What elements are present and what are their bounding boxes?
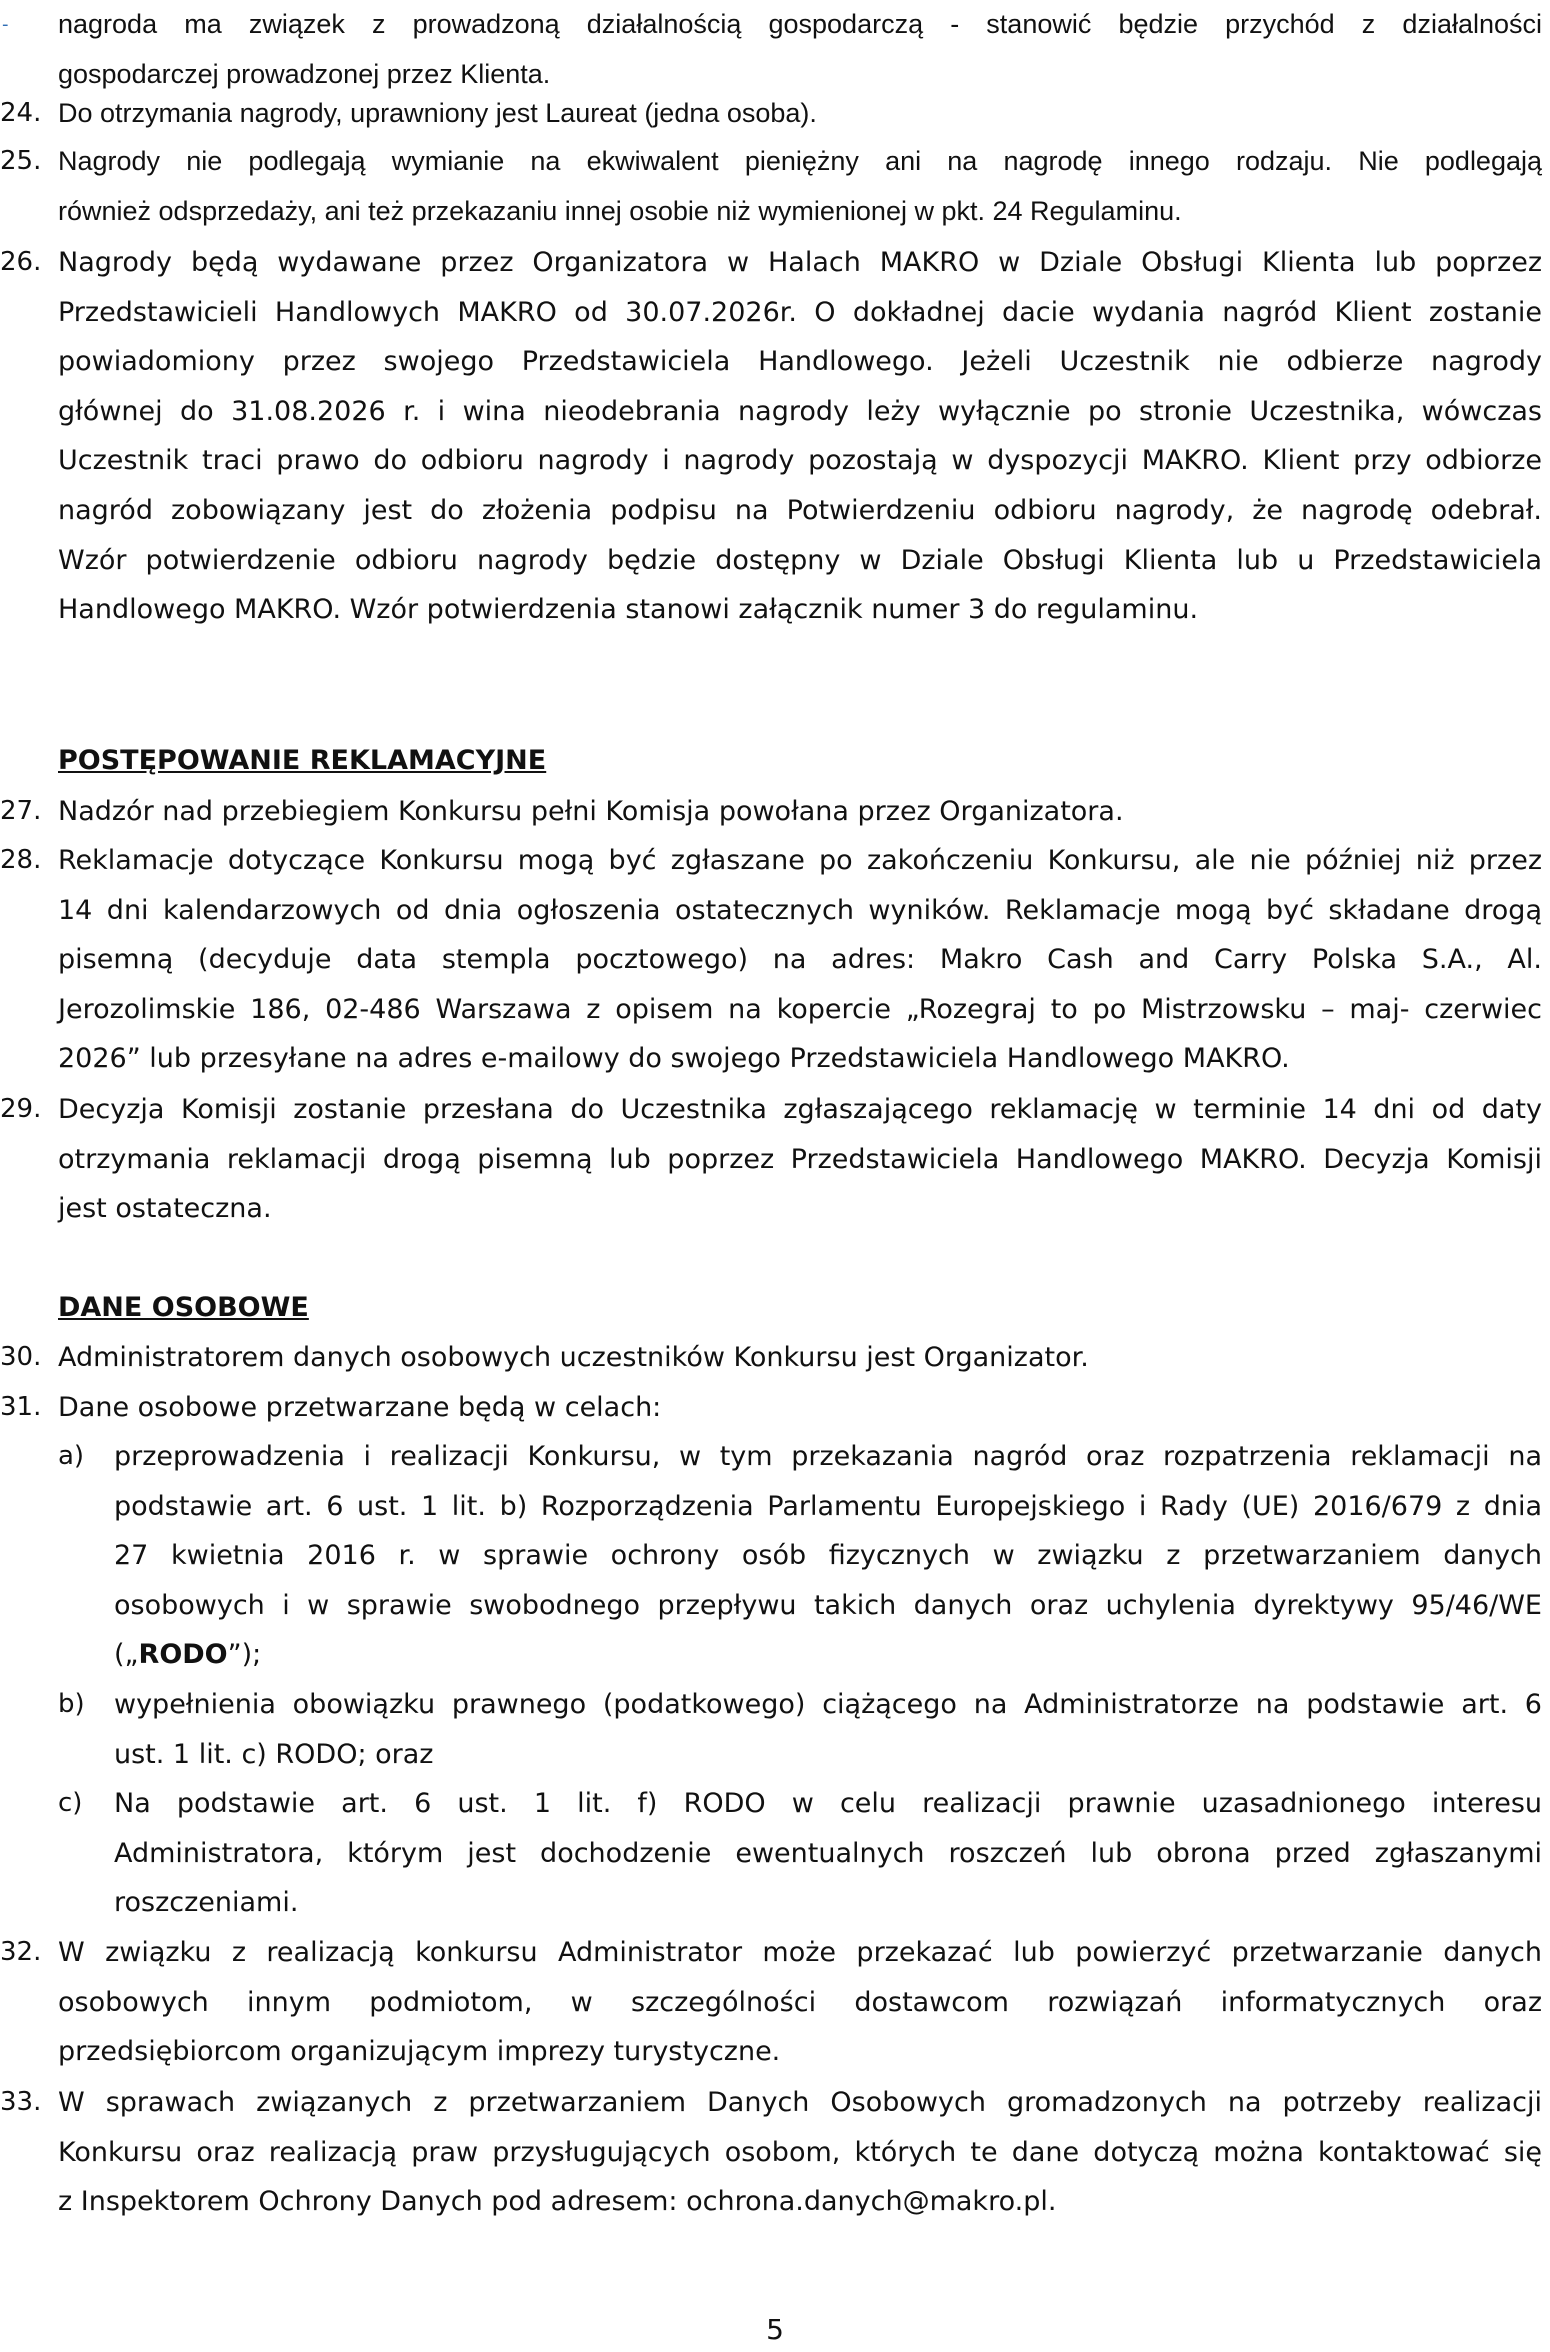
text-line: powiadomiony przez swojego Przedstawiciela Handlowego. Jeżeli Uczestnik nie odbierze nagrody xyxy=(58,346,1542,377)
paragraph-number: 27. xyxy=(0,796,42,826)
text-line: Administratorem danych osobowych uczestników Konkursu jest Organizator. xyxy=(58,1342,1089,1373)
text-line: Nadzór nad przebiegiem Konkursu pełni Komisja powołana przez Organizatora. xyxy=(58,796,1124,827)
text-line: z Inspektorem Ochrony Danych pod adresem: ochrona.danych@makro.pl. xyxy=(58,2186,1057,2217)
paragraph-number: 25. xyxy=(0,146,42,176)
paragraph-number: a) xyxy=(58,1441,85,1471)
text-line: Reklamacje dotyczące Konkursu mogą być zgłaszane po zakończeniu Konkursu, ale nie później niż przez xyxy=(58,845,1542,876)
text-line: ust. 1 lit. c) RODO; oraz xyxy=(114,1739,434,1770)
text-line: głównej do 31.08.2026 r. i wina nieodebrania nagrody leży wyłącznie po stronie Uczestnika, wówczas xyxy=(58,396,1542,427)
paragraph-number: 30. xyxy=(0,1342,42,1372)
text-line: gospodarczej prowadzonej przez Klienta. xyxy=(58,59,551,89)
text-line: osobowych innym podmiotom, w szczególności dostawcom rozwiązań informatycznych oraz xyxy=(58,1987,1542,2018)
text-line: roszczeniami. xyxy=(114,1887,299,1918)
text-line: Administratora, którym jest dochodzenie ewentualnych roszczeń lub obrona przed zgłaszanymi xyxy=(114,1838,1542,1869)
bold-term: RODO xyxy=(138,1639,228,1670)
paragraph-number: 24. xyxy=(0,98,42,128)
text-line: pisemną (decyduje data stempla pocztowego) na adres: Makro Cash and Carry Polska S.A., Al. xyxy=(58,944,1542,975)
text-line: Nagrody będą wydawane przez Organizatora w Halach MAKRO w Dziale Obsługi Klienta lub poprzez xyxy=(58,247,1542,278)
paragraph-number: b) xyxy=(58,1689,85,1719)
text-line: wypełnienia obowiązku prawnego (podatkowego) ciążącego na Administratorze na podstawie art. 6 xyxy=(114,1689,1542,1720)
text-line: nagroda ma związek z prowadzoną działalnością gospodarczą - stanowić będzie przychód z działalności xyxy=(58,9,1542,39)
paragraph-number: 32. xyxy=(0,1937,42,1967)
paragraph-number: 26. xyxy=(0,247,42,277)
text-line: nagród zobowiązany jest do złożenia podpisu na Potwierdzeniu odbioru nagrody, że nagrodę odebrał. xyxy=(58,495,1542,526)
text-line: W związku z realizacją konkursu Administrator może przekazać lub powierzyć przetwarzanie danych xyxy=(58,1937,1542,1968)
text-line: Konkursu oraz realizacją praw przysługujących osobom, których te dane dotyczą można kontaktować się xyxy=(58,2137,1542,2168)
text-line: W sprawach związanych z przetwarzaniem Danych Osobowych gromadzonych na potrzeby realizacji xyxy=(58,2087,1542,2118)
text-line: 2026” lub przesyłane na adres e-mailowy do swojego Przedstawiciela Handlowego MAKRO. xyxy=(58,1043,1290,1074)
section-heading: POSTĘPOWANIE REKLAMACYJNE xyxy=(58,745,547,776)
section-heading: DANE OSOBOWE xyxy=(58,1292,309,1323)
text-line: 14 dni kalendarzowych od dnia ogłoszenia ostatecznych wyników. Reklamacje mogą być składane drogą xyxy=(58,895,1542,926)
text-line: („RODO”); xyxy=(114,1639,262,1670)
text-line: Na podstawie art. 6 ust. 1 lit. f) RODO w celu realizacji prawnie uzasadnionego interesu xyxy=(114,1788,1542,1819)
text-line: Przedstawicieli Handlowych MAKRO od 30.07.2026r. O dokładnej dacie wydania nagród Klient zostanie xyxy=(58,297,1542,328)
text-line: Wzór potwierdzenie odbioru nagrody będzie dostępny w Dziale Obsługi Klienta lub u Przedstawiciela xyxy=(58,545,1542,576)
paragraph-number: 33. xyxy=(0,2087,42,2117)
text-line: podstawie art. 6 ust. 1 lit. b) Rozporządzenia Parlamentu Europejskiego i Rady (UE) 2016/679 z dnia xyxy=(114,1491,1542,1522)
list-marker-icon: - xyxy=(2,14,9,35)
paragraph-number: 31. xyxy=(0,1392,42,1422)
text-line: Jerozolimskie 186, 02-486 Warszawa z opisem na kopercie „Rozegraj to po Mistrzowsku – maj- czerwiec xyxy=(58,994,1542,1025)
text-line: Handlowego MAKRO. Wzór potwierdzenia stanowi załącznik numer 3 do regulaminu. xyxy=(58,594,1199,625)
text-line: również odsprzedaży, ani też przekazaniu innej osobie niż wymienionej w pkt. 24 Regulaminu. xyxy=(58,196,1182,226)
text-line: Decyzja Komisji zostanie przesłana do Uczestnika zgłaszającego reklamację w terminie 14 dni od daty xyxy=(58,1094,1542,1125)
text-line: Do otrzymania nagrody, uprawniony jest Laureat (jedna osoba). xyxy=(58,98,817,128)
text-line: przeprowadzenia i realizacji Konkursu, w tym przekazania nagród oraz rozpatrzenia reklamacji na xyxy=(114,1441,1542,1472)
text-line: jest ostateczna. xyxy=(58,1193,272,1224)
text-line: Nagrody nie podlegają wymianie na ekwiwalent pieniężny ani na nagrodę innego rodzaju. Nie podlegają xyxy=(58,146,1542,176)
text-line: przedsiębiorcom organizującym imprezy turystyczne. xyxy=(58,2036,781,2067)
text-line: osobowych i w sprawie swobodnego przepływu takich danych oraz uchylenia dyrektywy 95/46/WE xyxy=(114,1590,1542,1621)
text-line: otrzymania reklamacji drogą pisemną lub poprzez Przedstawiciela Handlowego MAKRO. Decyzja Komisji xyxy=(58,1144,1542,1175)
paragraph-number: c) xyxy=(58,1788,83,1818)
page-number: 5 xyxy=(766,2313,784,2346)
text-line: 27 kwietnia 2016 r. w sprawie ochrony osób fizycznych w związku z przetwarzaniem danych xyxy=(114,1540,1542,1571)
text-line: Dane osobowe przetwarzane będą w celach: xyxy=(58,1392,662,1423)
text-line: Uczestnik traci prawo do odbioru nagrody i nagrody pozostają w dyspozycji MAKRO. Klient przy odbiorze xyxy=(58,445,1542,476)
paragraph-number: 28. xyxy=(0,845,42,875)
paragraph-number: 29. xyxy=(0,1094,42,1124)
